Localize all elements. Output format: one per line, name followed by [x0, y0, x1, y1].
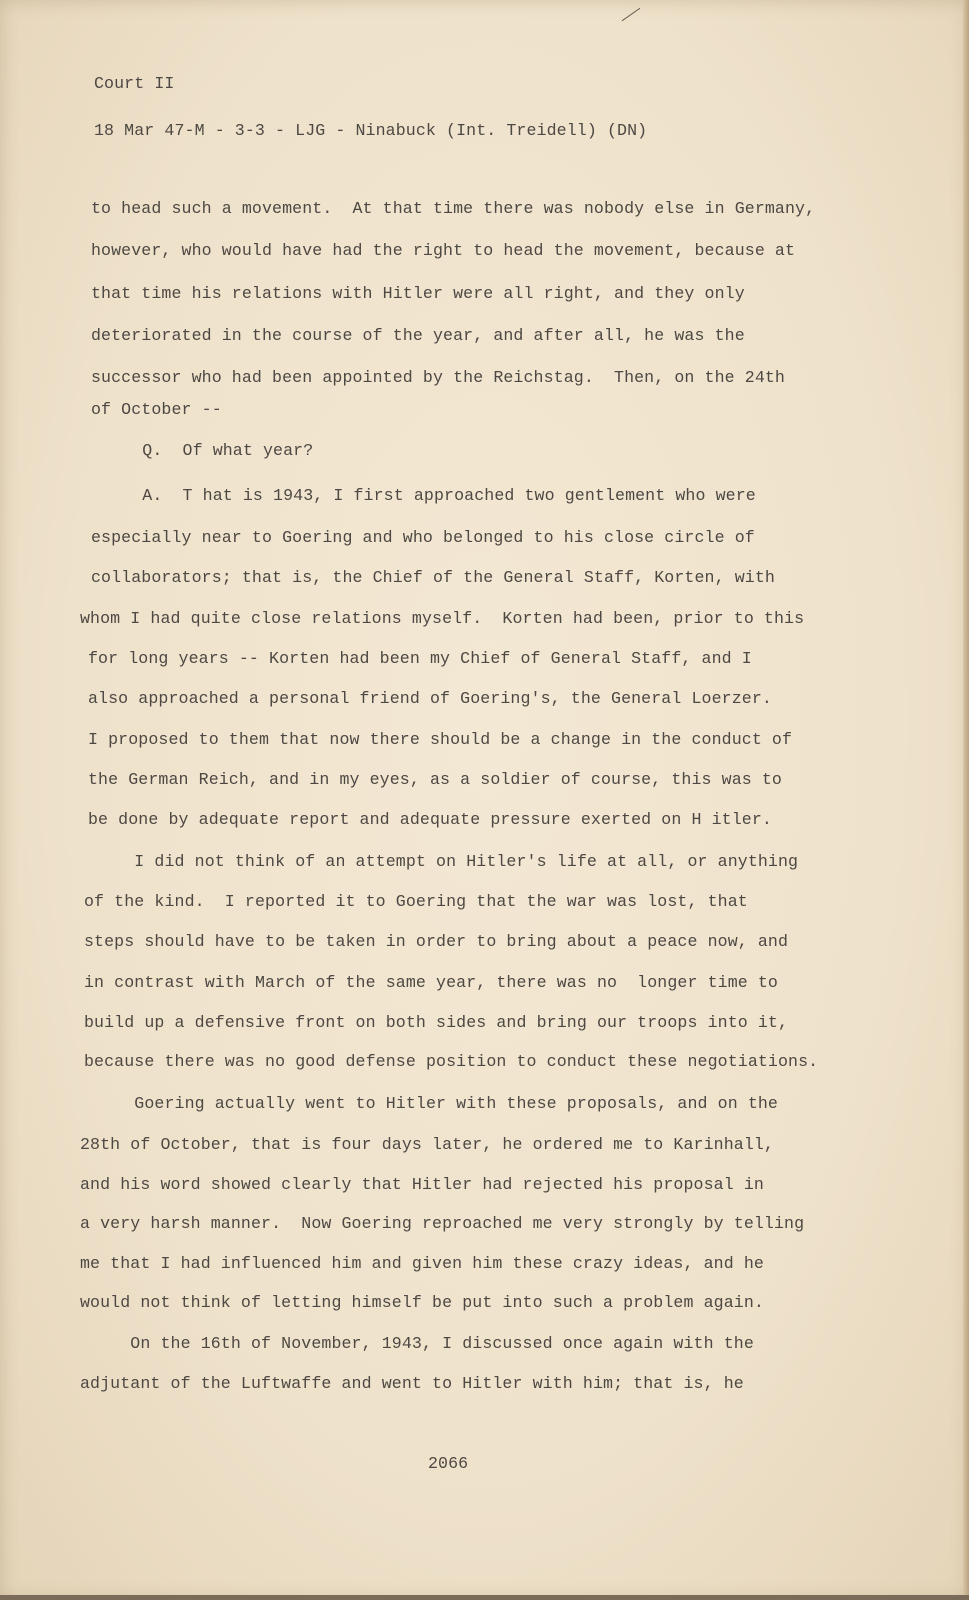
transcript-line: the German Reich, and in my eyes, as a soldier of course, this was to: [88, 770, 782, 789]
page-edge-bottom: [0, 1595, 969, 1600]
transcript-line: of October --: [91, 400, 222, 419]
transcript-line: Q. Of what year?: [92, 441, 314, 460]
transcript-line: be done by adequate report and adequate pressure exerted on H itler.: [88, 810, 772, 829]
transcript-line: build up a defensive front on both sides and bring our troops into it,: [84, 1013, 789, 1032]
transcript-line: successor who had been appointed by the Reichstag. Then, on the 24th: [91, 368, 785, 387]
session-header: 18 Mar 47-M - 3-3 - LJG - Ninabuck (Int. Treidell) (DN): [94, 121, 648, 140]
transcript-line: to head such a movement. At that time there was nobody else in Germany,: [91, 199, 816, 218]
transcript-line: because there was no good defense position to conduct these negotiations.: [84, 1052, 819, 1071]
transcript-line: especially near to Goering and who belonged to his close circle of: [91, 528, 755, 547]
transcript-line: I proposed to them that now there should be a change in the conduct of: [88, 730, 793, 749]
transcript-line: however, who would have had the right to head the movement, because at: [91, 241, 796, 260]
transcript-line: I did not think of an attempt on Hitler's life at all, or anything: [84, 852, 799, 871]
transcript-line: and his word showed clearly that Hitler had rejected his proposal in: [80, 1175, 764, 1194]
transcript-line: steps should have to be taken in order to bring about a peace now, and: [84, 932, 789, 951]
page-number: 2066: [428, 1454, 469, 1473]
transcript-line: On the 16th of November, 1943, I discussed once again with the: [80, 1334, 754, 1353]
transcript-line: of the kind. I reported it to Goering that the war was lost, that: [84, 892, 748, 911]
transcript-line: A. T hat is 1943, I first approached two gentlement who were: [92, 486, 756, 505]
transcript-line: that time his relations with Hitler were all right, and they only: [91, 284, 745, 303]
transcript-line: also approached a personal friend of Goering's, the General Loerzer.: [88, 689, 772, 708]
transcript-line: adjutant of the Luftwaffe and went to Hitler with him; that is, he: [80, 1374, 744, 1393]
transcript-line: collaborators; that is, the Chief of the General Staff, Korten, with: [91, 568, 775, 587]
transcript-line: me that I had influenced him and given him these crazy ideas, and he: [80, 1254, 764, 1273]
transcript-line: deteriorated in the course of the year, and after all, he was the: [91, 326, 745, 345]
transcript-line: would not think of letting himself be put into such a problem again.: [80, 1293, 764, 1312]
transcript-line: whom I had quite close relations myself. Korten had been, prior to this: [80, 609, 805, 628]
page-edge: [963, 0, 969, 1600]
transcript-line: Goering actually went to Hitler with these proposals, and on the: [84, 1094, 778, 1113]
transcript-line: a very harsh manner. Now Goering reproached me very strongly by telling: [80, 1214, 805, 1233]
transcript-line: for long years -- Korten had been my Chief of General Staff, and I: [88, 649, 752, 668]
court-label: Court II: [94, 74, 175, 93]
transcript-line: 28th of October, that is four days later, he ordered me to Karinhall,: [80, 1135, 774, 1154]
transcript-line: in contrast with March of the same year, there was no longer time to: [84, 973, 778, 992]
pen-mark: [622, 8, 641, 21]
